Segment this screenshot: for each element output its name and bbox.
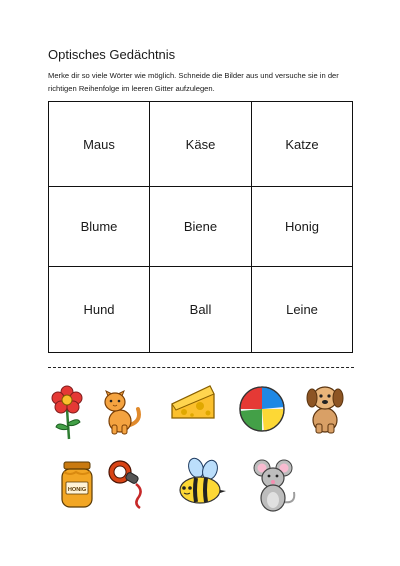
grid-cell: Leine	[286, 302, 318, 317]
grid-cell: Ball	[150, 267, 252, 352]
ball-icon	[238, 385, 286, 433]
grid-cell: Katze	[252, 102, 352, 187]
mouse-icon	[250, 458, 300, 512]
cut-line-divider	[48, 367, 354, 368]
honey-jar-label: HONIG	[67, 487, 87, 493]
cat-icon	[100, 385, 142, 435]
grid-cell: Blume	[49, 187, 150, 267]
grid-cell: Hund	[49, 267, 150, 352]
worksheet-title: Optisches Gedächtnis	[48, 47, 176, 62]
flower-icon	[50, 385, 84, 441]
bee-icon	[172, 458, 226, 506]
word-grid	[48, 101, 353, 353]
dog-icon	[303, 380, 347, 434]
grid-cell: Maus	[49, 102, 150, 187]
grid-cell: Käse	[150, 102, 252, 187]
cheese-icon	[170, 380, 216, 424]
grid-cell: Biene	[150, 187, 252, 267]
leash-icon	[106, 458, 150, 510]
instructions-text: Merke dir so viele Wörter wie möglich. Schneide die Bilder aus und versuche sie in der richtigen Reihenfolge im leeren Gitter aufzulegen.	[48, 71, 339, 93]
honey-jar-icon	[60, 460, 94, 510]
grid-cell: Honig	[252, 187, 352, 267]
